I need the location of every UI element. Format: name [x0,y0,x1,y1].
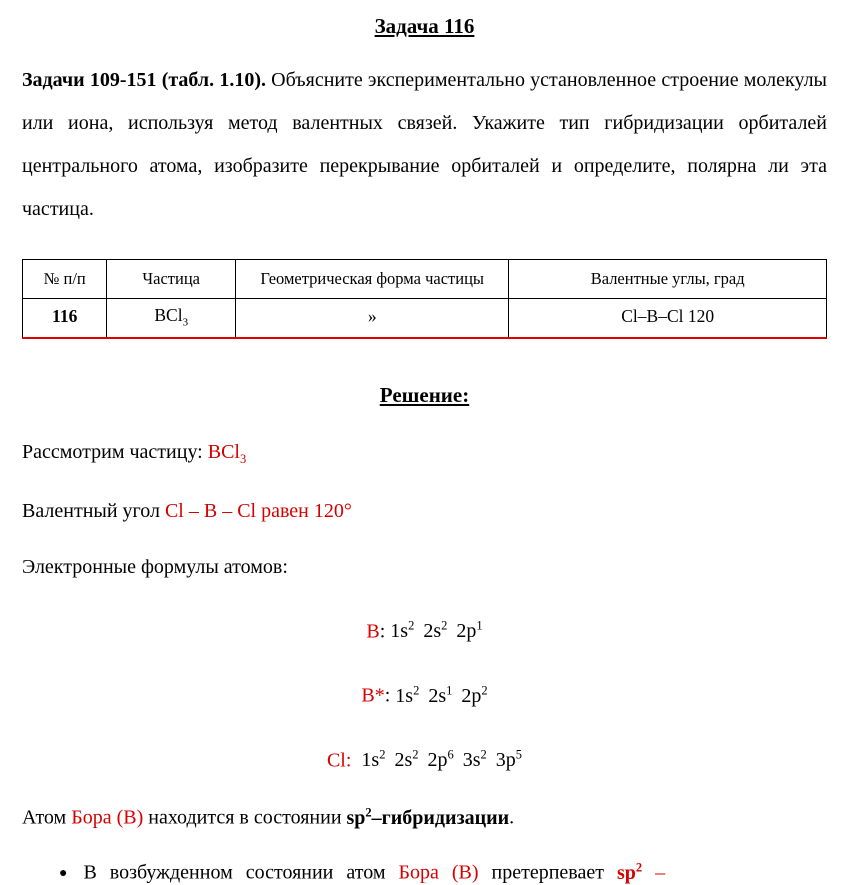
orbital-base: 2p [456,620,477,643]
orbital-superscript: 2 [412,747,419,762]
bullet-dash: – [642,861,666,884]
intro-paragraph [22,59,827,231]
col-header-shape: Геометрическая форма частицы [236,260,509,299]
state-text: Атом [22,807,72,830]
intro-body: Объясните экспериментально установленное строение молекулы или иона, используя метод валентных связей. Укажите тип гибридизации орбиталей центрального атома, изобразите перекрывание орбиталей и определите, полярна ли эта частица. [22,69,827,220]
cell-shape: » [236,299,509,338]
orbital-term [428,749,454,771]
angle-prefix: Валентный угол [22,499,165,522]
orbital-superscript: 6 [447,747,454,762]
orbital-superscript: 2 [413,683,420,698]
formula-label: B [366,620,380,643]
orbital-superscript: 2 [441,618,448,633]
orbital-superscript: 5 [515,747,523,762]
orbital-base: 3p [495,749,516,772]
orbital-superscript: 2 [379,747,386,762]
hybridization-base: sp [346,807,366,830]
formulas-intro-line: Электронные формулы атомов: [22,555,288,578]
col-header-angles: Валентные углы, град [509,260,827,299]
consider-particle-line [22,441,827,467]
orbital-superscript: 1 [446,683,453,698]
solution-heading: Решение: [379,382,470,407]
orbital-term [395,685,419,707]
orbital-term [394,749,418,771]
consider-prefix: Рассмотрим частицу: [22,440,208,463]
bullet-text: В возбужденном состоянии атом [83,861,399,884]
orbital-term [456,620,482,642]
electron-formula-b-excited [22,683,827,708]
valence-angle-line [22,500,827,523]
problem-table [22,259,827,339]
orbital-term [390,620,414,642]
formula-label: Cl: [326,749,352,772]
electron-formula-cl [22,748,827,773]
orbital-base: 1s [395,684,414,707]
hybridization-tail: –гибридизации [371,807,510,830]
table-row [23,299,827,338]
table-header-row [23,260,827,299]
sp2-term [617,862,642,884]
boron-atom-ref: Бора (B) [398,861,479,884]
orbital-base: 2s [423,620,442,643]
intro-lead: Задачи 109-151 (табл. 1.10). [22,69,266,91]
orbital-term [428,685,452,707]
formula-separator: : [379,620,391,643]
formula-separator [351,749,361,771]
cell-particle-subscript: 3 [182,316,189,329]
orbital-base: 1s [361,749,380,772]
boron-atom-ref: Бора (B) [71,807,144,830]
orbital-base: 3s [462,749,481,772]
state-text: находится в состоянии [143,807,347,830]
cell-particle [107,299,236,338]
orbital-term [423,620,447,642]
electron-formula-b [22,619,827,644]
sp2-superscript: 2 [635,860,643,875]
orbital-superscript: 2 [408,618,415,633]
excited-state-bullet [22,860,827,885]
orbital-term [461,685,487,707]
cell-angles: Cl–B–Cl 120 [509,299,827,338]
formula-label: B* [361,684,385,707]
bullet-icon: ● [59,865,68,881]
hybridization-term [347,807,510,829]
state-period: . [509,807,515,830]
cell-particle-base: BCl [154,305,183,325]
orbital-base: 2s [428,684,447,707]
particle-base: BCl [207,440,240,463]
particle-subscript: 3 [240,451,247,466]
sp2-base: sp [616,861,636,884]
cell-num: 116 [23,299,107,338]
formula-separator: : [384,684,396,707]
orbital-superscript: 2 [480,747,487,762]
hybridization-statement [22,805,827,830]
col-header-num: № п/п [23,260,107,299]
orbital-term [361,749,385,771]
orbital-base: 2s [394,749,413,772]
col-header-particle: Частица [107,260,236,299]
orbital-superscript: 1 [476,618,483,633]
orbital-term [463,749,487,771]
orbital-base: 1s [390,620,409,643]
particle-formula [207,440,247,466]
angle-value: Cl – B – Cl равен 120° [164,499,352,522]
hybridization-superscript: 2 [365,805,372,820]
orbital-base: 2p [427,749,448,772]
bullet-text: претерпевает [478,861,617,884]
orbital-term [496,749,522,771]
page-title: Задача 116 [374,14,475,38]
orbital-superscript: 2 [481,683,488,698]
orbital-base: 2p [461,684,482,707]
